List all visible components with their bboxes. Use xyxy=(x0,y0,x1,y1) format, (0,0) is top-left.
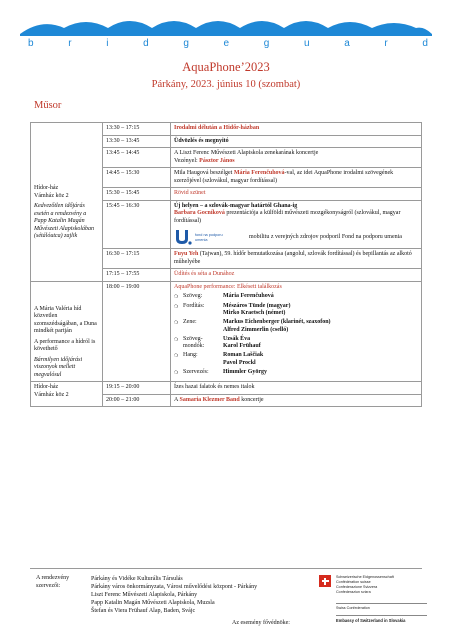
organizer-item: Liszt Ferenc Művészeti Alapiskola, Párkány xyxy=(91,592,198,599)
credit-item xyxy=(174,352,418,367)
divider xyxy=(336,615,427,616)
session-text xyxy=(171,200,422,249)
event-subtitle: Párkány, 2023. június 10 (szombat) xyxy=(151,79,301,90)
credit-person: Karol Frühauf xyxy=(223,343,261,349)
concert-text: A Liszt Ferenc Művészeti Alapiskola zenekarának koncertje xyxy=(174,150,319,156)
credit-person: Roman Laščiak xyxy=(223,352,264,358)
credit-person: Pavol Prockl xyxy=(223,359,256,366)
credit-person: Mária Ferenčuhová xyxy=(223,293,274,299)
time-cell: 17:15 – 17:55 xyxy=(103,269,171,282)
swiss-flag-icon xyxy=(319,575,331,587)
name-line: Schweizerische Eidgenossenschaft xyxy=(336,575,394,579)
fond-logo-text: fond na podporu umenia xyxy=(195,233,223,242)
organizer-item: Papp Katalin Magán Művészeti Alapiskola, Muzsla xyxy=(91,600,215,607)
funding-note: mobilitu z verejných zdrojov podporil Fond na podporu umenia xyxy=(249,233,402,240)
organizers-list xyxy=(91,575,257,615)
credit-item xyxy=(174,319,418,334)
location-cell-hidor xyxy=(31,123,103,282)
bullet-icon: ❍ xyxy=(174,336,179,342)
time-cell: 15:30 – 15:45 xyxy=(103,188,171,201)
time-cell: 13:30 – 17:15 xyxy=(103,123,171,136)
bullet-icon: ❍ xyxy=(174,294,179,299)
bullet-icon: ❍ xyxy=(174,320,179,325)
credit-names xyxy=(223,293,274,301)
credit-names xyxy=(223,303,290,318)
location-description: A Mária Valéria híd közvetlen szomszédságában, a Duna mindkét partján xyxy=(34,305,97,334)
text-part: prezentációja a külföldi művészeti mozgékonyságról (szlovákul, magyar fordítással) xyxy=(174,210,401,224)
table-row xyxy=(31,382,422,395)
text-part: A xyxy=(174,396,180,403)
artist-name: Fuyu Yeh xyxy=(174,251,199,257)
organizer-item: Štefan és Viera Frühauf Alap, Baden, Svájc xyxy=(91,608,196,615)
table-row xyxy=(31,123,422,136)
credit-item xyxy=(174,303,418,318)
location-cell-hidor-2 xyxy=(31,382,103,407)
time-cell: 19:15 – 20:00 xyxy=(103,382,171,395)
credit-role: Fordítás: xyxy=(183,302,205,309)
credit-role: Hang: xyxy=(183,352,198,358)
location-address: Vámház köz 2 xyxy=(34,391,69,398)
credit-names xyxy=(223,369,267,377)
text-part: koncertje xyxy=(239,396,264,403)
credit-role: Szöveg-mondók: xyxy=(183,335,205,349)
location-address: Vámház köz 2 xyxy=(34,192,69,199)
credit-person: Markus Eichenberger (klarinét, szaxofon) xyxy=(223,319,331,325)
program-table xyxy=(30,122,422,407)
bullet-icon: ❍ xyxy=(174,369,179,375)
name-line: Confederazione Svizzera xyxy=(336,584,378,589)
session-text xyxy=(171,168,422,188)
session-text xyxy=(171,148,422,168)
location-weather-note: Bármilyen időjárási viszonyok mellett megvalósul xyxy=(34,356,83,378)
author-name: Mária Ferenčuhová xyxy=(233,170,285,176)
brand-letter: r xyxy=(68,38,72,49)
name-line: Confédération suisse xyxy=(336,579,371,584)
bridgeguard-wave-logo xyxy=(20,14,432,38)
credit-names xyxy=(223,319,331,334)
time-cell: 16:30 – 17:15 xyxy=(103,249,171,269)
brand-letter: d xyxy=(422,38,428,49)
speaker-name: Barbara Gocníková xyxy=(174,210,225,216)
brand-letter: b xyxy=(28,38,34,49)
credit-item xyxy=(174,369,418,377)
band-name: Samaria Klezmer Band xyxy=(179,396,240,403)
brand-letter: r xyxy=(384,38,388,49)
session-text: Ízes hazai falatok és nemes italok xyxy=(171,382,422,395)
brand-letter: d xyxy=(143,38,149,49)
time-cell: 18:00 – 19:00 xyxy=(103,281,171,382)
location-cell-bridge xyxy=(31,281,103,382)
bullet-icon: ❍ xyxy=(174,353,179,358)
brand-letter: e xyxy=(223,38,230,49)
fond-logo-icon xyxy=(174,229,192,246)
conductor-name: Pásztor János xyxy=(199,157,235,164)
event-title: AquaPhone’2023 xyxy=(182,60,270,74)
time-cell: 20:00 – 21:00 xyxy=(103,394,171,407)
credit-item xyxy=(174,293,418,301)
brand-letter: g xyxy=(183,38,189,49)
swiss-official-names xyxy=(336,575,394,595)
session-title: Új helyen – a szlovák-magyar határtól Ghana-ig xyxy=(174,202,298,209)
credit-role: Szöveg: xyxy=(183,293,203,299)
credit-item xyxy=(174,336,418,351)
bullet-icon: ❍ xyxy=(174,303,179,309)
brand-wordmark xyxy=(28,38,428,49)
text-part: Mila Haugová beszélget xyxy=(174,170,234,176)
embassy-text: Embassy of Switzerland in Slovakia xyxy=(336,618,406,623)
footer-divider xyxy=(30,568,422,569)
performance-cell xyxy=(171,281,422,382)
credit-names xyxy=(223,352,263,367)
brand-letter: i xyxy=(106,38,109,49)
location-name: Hídor-ház xyxy=(34,185,59,191)
location-perf-note: A performance a hídról is követhető xyxy=(34,338,96,352)
credit-person: Mirko Kraetsch (német) xyxy=(223,310,286,316)
program-heading: Műsor xyxy=(34,100,62,111)
credit-role: Szervezés: xyxy=(183,368,209,375)
conductor-label: Vezényel: xyxy=(174,157,200,164)
funding-logo-row xyxy=(174,229,418,246)
time-cell: 13:45 – 14:45 xyxy=(103,148,171,168)
session-title: Irodalmi délután a Hidőr-házban xyxy=(171,123,422,136)
time-cell: 13:30 – 13:45 xyxy=(103,135,171,148)
session-text: Üdítés és séta a Dunához xyxy=(171,269,422,282)
name-line: Confederaziun svizra xyxy=(336,589,371,594)
performance-title: AquaPhone performance: Elkésett találkozás xyxy=(174,283,282,290)
text-part: -val, az idei AquaPhone irodalmi szövegének szerzőjével (szlovákul, magyar fordítással) xyxy=(174,170,394,184)
organizer-item: Párkány város önkormányzata, Városi művelődési központ - Párkány xyxy=(91,584,258,591)
credit-role: Zene: xyxy=(183,319,197,325)
time-cell: 14:45 – 15:30 xyxy=(103,168,171,188)
credit-person: Mészáros Tünde (magyar) xyxy=(223,302,291,309)
credit-person: Alfred Zimmerlin (cselló) xyxy=(223,326,289,333)
organizers-label: A rendezvény szervezői: xyxy=(36,575,70,589)
brand-letter: u xyxy=(303,38,310,49)
swiss-confederation-text: Swiss Confederation xyxy=(336,606,370,610)
time-cell: 15:45 – 16:30 xyxy=(103,200,171,249)
session-text xyxy=(171,394,422,407)
session-text: Rövid szünet xyxy=(171,188,422,201)
location-name: Hídor-ház xyxy=(34,384,59,390)
credit-names xyxy=(223,336,261,351)
credit-person: Himmler György xyxy=(223,368,268,375)
table-row xyxy=(31,281,422,382)
credits-list xyxy=(174,293,418,377)
brand-letter: g xyxy=(263,38,270,49)
organizer-item: Párkány és Vidéke Kulturális Társulás xyxy=(91,576,183,582)
text-part: (Tajwan), 59. hídőr bemutatkozása (angolul, szlovák fordítással) és bepillantás az alkotó műhelyébe xyxy=(174,251,412,265)
divider xyxy=(336,603,427,604)
brand-letter: a xyxy=(344,38,350,49)
location-weather-note: Kedvezőtlen időjárás esetén a rendezvény a Papp Katalin Magán Művészeti Alapiskolában (sétálóutca) zajlik xyxy=(34,203,95,239)
session-text xyxy=(171,249,422,269)
session-text: Üdvözlés és megnyitó xyxy=(171,135,422,148)
patron-label: Az esemény fővédnöke: xyxy=(232,620,290,626)
credit-person: Uzsák Éva xyxy=(223,335,251,342)
